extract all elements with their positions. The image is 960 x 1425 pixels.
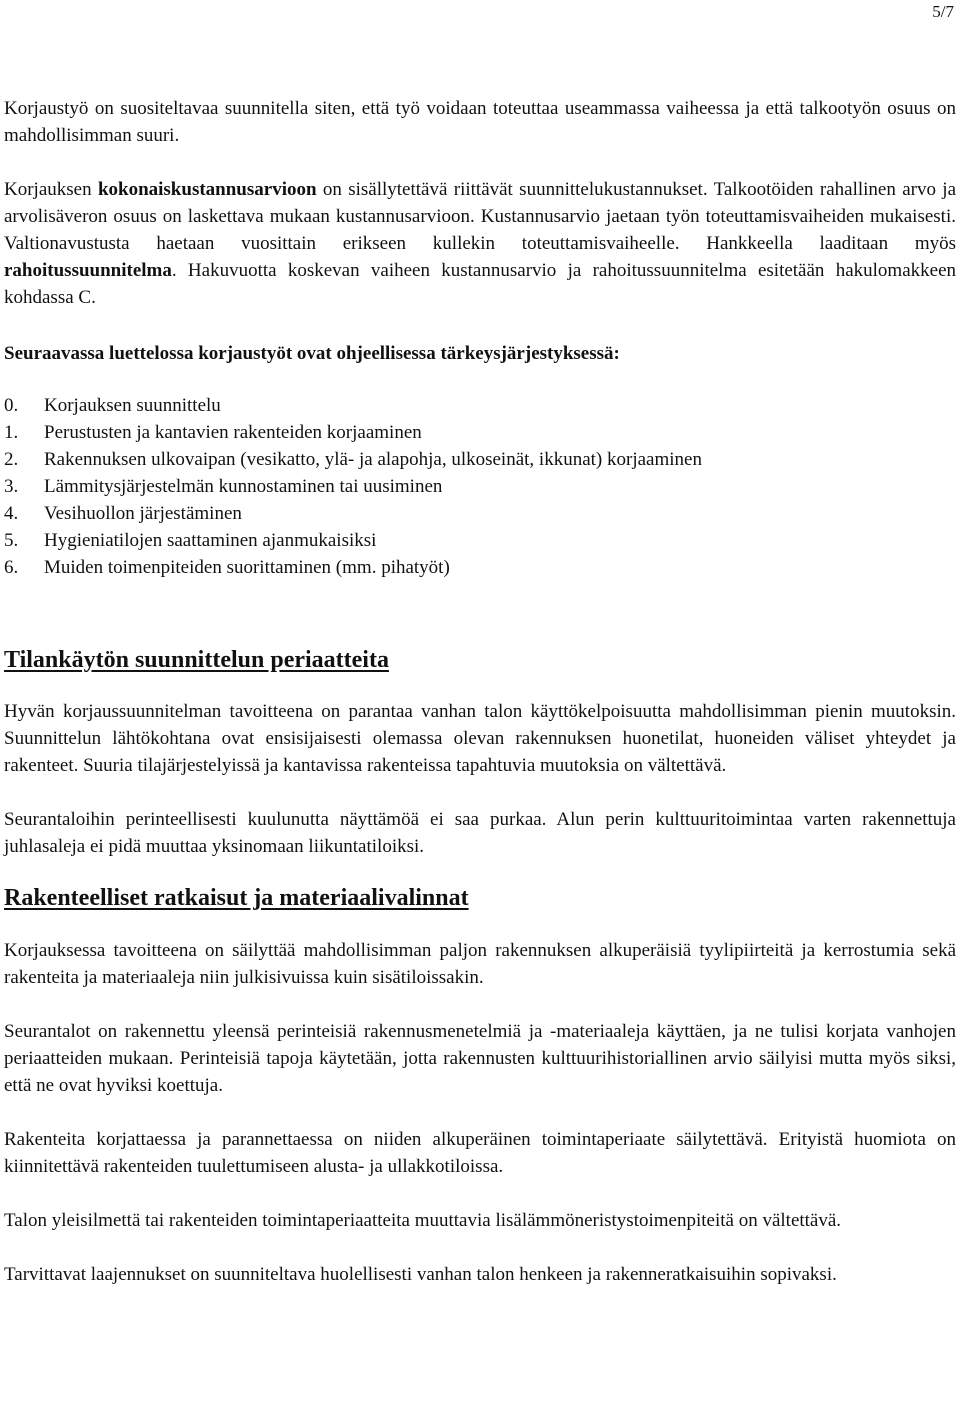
- intro-p2-text-a: Korjauksen: [4, 179, 98, 200]
- structures-paragraph-1: Korjauksessa tavoitteena on säilyttää mahdollisimman paljon rakennuksen alkuperäisiä tyylipiirteitä ja kerrostumia sekä rakenteita ja materiaaleja niin julkisivuissa kuin sisätiloissakin.: [4, 940, 956, 988]
- list-item-text: Rakennuksen ulkovaipan (vesikatto, ylä- ja alapohja, ulkoseinät, ikkunat) korjaaminen: [44, 449, 702, 470]
- list-item-number: 4.: [4, 503, 19, 524]
- space-planning-paragraph-1: Hyvän korjaussuunnitelman tavoitteena on parantaa vanhan talon käyttökelpoisuutta mahdollisimman pienin muutoksin. Suunnittelun lähtökohtana ovat ensisijaisesti olemassa olevan rakennuksen huonetilat, huoneiden väliset yhteydet ja rakenteet. Suuria tilajärjestelyissä ja kantavissa rakenteissa tapahtuvia muutoksia on vältettävä.: [4, 701, 956, 776]
- list-item: [4, 392, 956, 419]
- list-item-text: Perustusten ja kantavien rakenteiden korjaaminen: [44, 422, 422, 443]
- priority-heading: Seuraavassa luettelossa korjaustyöt ovat ohjeellisessa tärkeysjärjestyksessä:: [4, 343, 620, 364]
- intro-p2-text-c: on sisällytettävä riittävät suunnittelukustannukset. Talkootöiden rahallinen arvo ja arvolisäveron osuus on laskettava mukaan kustannusarvioon. Kustannusarvio jaetaan työn toteuttamisvaiheiden mukaisesti. Valtionavustusta haetaan vuosittain erikseen kullekin toteuttamisvaiheelle. Hankkeella laaditaan myös: [4, 179, 957, 254]
- structures-paragraph-2: Seurantalot on rakennettu yleensä perinteisiä rakennusmenetelmiä ja -materiaaleja käyttäen, ja ne tulisi korjata vanhojen periaatteiden mukaan. Perinteisiä tapoja käytetään, jotta rakennusten kulttuurihistoriallinen arvio säilyisi mutta myös siksi, että ne ovat hyviksi koettuja.: [4, 1021, 956, 1096]
- list-item-text: Hygieniatilojen saattaminen ajanmukaisiksi: [44, 530, 377, 551]
- intro-p2-text-e: . Hakuvuotta koskevan vaiheen kustannusarvio ja rahoitussuunnitelma esitetään hakulomakkeen kohdassa C.: [4, 260, 956, 308]
- list-item-number: 5.: [4, 530, 19, 551]
- priority-list: [4, 392, 956, 581]
- document-body: [4, 95, 956, 1288]
- list-item-number: 3.: [4, 476, 19, 497]
- list-item: [4, 500, 956, 527]
- list-item-text: Lämmitysjärjestelmän kunnostaminen tai uusiminen: [44, 476, 443, 497]
- page-number: 5/7: [932, 2, 954, 21]
- structures-paragraph-5: Tarvittavat laajennukset on suunniteltava huolellisesti vanhan talon henkeen ja rakenneratkaisuihin sopivaksi.: [4, 1264, 837, 1285]
- list-item: [4, 527, 956, 554]
- list-item-text: Korjauksen suunnittelu: [44, 395, 221, 416]
- list-item-number: 0.: [4, 395, 19, 416]
- list-item: [4, 419, 956, 446]
- section-title-structures-materials: Rakenteelliset ratkaisut ja materiaalivalinnat: [4, 885, 469, 911]
- list-item: [4, 446, 956, 473]
- list-item-text: Muiden toimenpiteiden suorittaminen (mm. pihatyöt): [44, 557, 450, 578]
- list-item-number: 2.: [4, 449, 19, 470]
- list-item-text: Vesihuollon järjestäminen: [44, 503, 242, 524]
- structures-paragraph-3: Rakenteita korjattaessa ja parannettaessa on niiden alkuperäinen toimintaperiaate säilytettävä. Erityistä huomiota on kiinnitettävä rakenteiden tuulettumiseen alusta- ja ullakkotiloissa.: [4, 1129, 956, 1177]
- list-item: [4, 473, 956, 500]
- list-item-number: 6.: [4, 557, 19, 578]
- list-item-number: 1.: [4, 422, 19, 443]
- section-title-space-planning: Tilankäytön suunnittelun periaatteita: [4, 647, 389, 673]
- intro-paragraph-2: [4, 176, 956, 311]
- list-item: [4, 554, 956, 581]
- structures-paragraph-4: Talon yleisilmettä tai rakenteiden toimintaperiaatteita muuttavia lisälämmöneristystoimenpiteitä on vältettävä.: [4, 1210, 842, 1231]
- intro-paragraph-1: Korjaustyö on suositeltavaa suunnitella siten, että työ voidaan toteuttaa useammassa vaiheessa ja että talkootyön osuus on mahdollisimman suuri.: [4, 98, 956, 146]
- space-planning-paragraph-2: Seurantaloihin perinteellisesti kuulunutta näyttämöä ei saa purkaa. Alun perin kulttuuritoimintaa varten rakennettuja juhlasaleja ei pidä muuttaa yksinomaan liikuntatiloiksi.: [4, 809, 956, 857]
- intro-p2-bold-cost-estimate: kokonaiskustannusarvioon: [97, 179, 317, 200]
- intro-p2-bold-financing-plan: rahoitussuunnitelma: [4, 260, 172, 281]
